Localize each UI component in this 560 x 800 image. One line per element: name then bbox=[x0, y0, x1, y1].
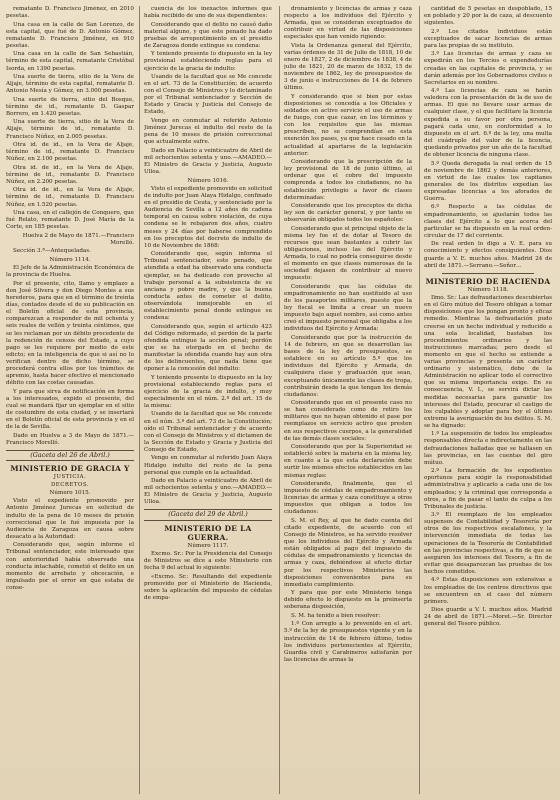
paragraph: Otra id. de id., en la Vera de Aljaje, término de id., rematante D. Francisco Núñez, en 2.200 pesetas. bbox=[6, 164, 134, 185]
paragraph: 4.º Estas disposiciones son extensivas a los empleados de los centros directivos que se encuentren en el caso del número primero. bbox=[424, 577, 552, 605]
paragraph: Visto el expediente promovido por Antonio Jiménez Jurecas en solicitud de indulto de la pena de 10 meses de prisión correccional que le fué impuesta por la Audiencia de Zaragoza en causa sobre desacato a la Autoridad: bbox=[6, 498, 134, 540]
paragraph: Y teniendo presente lo dispuesto en la ley provisional estableciendo reglas para el ejercicio de la gracia de indulto: bbox=[144, 51, 272, 72]
paragraph: Una casa en la calle de San Lorenzo, de esta capital, que fué de D. Antonio Gómez, rematante D. Francisco Jiménez, en 910 pesetas. bbox=[6, 21, 134, 49]
paragraph: Vengo en conmutar al referido Juan Alaya Hidalgo indulto del resto de la pena personal que cumple en la actualidad. bbox=[144, 455, 272, 476]
paragraph: dronamiento y licencias de armas y caza respecto a los individuos del Ejército y Armada, que se consideran exceptuados de contribuir en virtud de las disposiciones especiales que han venido rigiendo: bbox=[284, 6, 412, 41]
column-rule bbox=[419, 6, 420, 794]
section-subheading: JUSTICIA. bbox=[53, 473, 87, 480]
paragraph: Considerando que en el presente caso no se han considerado como de retiro los militares que no hayan obtenido el pase por reemplazos en servicio activo que presten en sus respectivos cuerpos, a la generalidad de las demás clases sociales: bbox=[284, 400, 412, 442]
paragraph: Considerando que los preceptos de dicha ley son de carácter general, y por tanto se observarán obligados todos los españoles: bbox=[284, 203, 412, 224]
paragraph: rematante D. Francisco Jiménez, en 2010 pesetas. bbox=[6, 6, 134, 20]
paragraph: Otra id. de id., en la Vera de Aljaje, término de id., rematante D. Francisco Núñez, en 1.520 pesetas. bbox=[6, 187, 134, 208]
paragraph: 6.º Respecto a las cédulas de empadronamiento, se ajustarán todos las clases del Ejército a lo que acerca del particular se ha dispuesto en la real orden-circular de 17 del corriente. bbox=[424, 204, 552, 239]
section-number: Número 1118. bbox=[467, 286, 509, 293]
paragraph: Y para que sirva de notificación en forma a los interesados, expido el presente, del cual se mandará fijar un ejemplar en el sitio de costumbre de esta ciudad, y se insertará en el Boletín oficial de esta provincia y en el de la de Sevilla. bbox=[6, 388, 134, 431]
column-4 bbox=[424, 6, 552, 796]
signature-line: Huelva 2 de Mayo de 1871.—Francisco Morelló. bbox=[22, 232, 134, 246]
paragraph: 1.º La suspensión de todos los empleados responsables directa e indirectamente en las defraudaciones halladas que se hallasen en las provincias, en las cuentas del giro mútuo. bbox=[424, 431, 552, 466]
paragraph: Una suerte de tierra, sitio de la Vera de Aljaje, término de id., rematante D. Francisco Núñez, en 2.005 pesetas. bbox=[6, 119, 134, 140]
paragraph: Ilmo. Sr.: Las defraudaciones descubiertas en el Giro mútuo del Tesoro obligan a tomar disposiciones que los pongan pronto y eficaz remedio. Mientras la defraudación pudo creerse en un hecho individual y reducido a una sola localidad, bastaban los procedimientos ordinarios y las instrucciones marcadas; pero desde el momento en que el hecho se extiende a varias provincias y presenta un carácter ordinario y sistemático, debe de la Administración no aplicar todo el correctivo que su misma importancia exige. En su consecuencia, V. I., se servirá dictar las medidas necesarias para garantir los intereses del Estado, procurar el castigo de los culpables y adoptar para hoy el último extremo la averiguación de los delitos. S. M. se ha dignado: bbox=[424, 295, 552, 429]
paragraph: 2.º Los citados individuos están exceptuados de sacar licencias de armas para las propias de su instituto. bbox=[424, 28, 552, 49]
paragraph: Considerando que, según el artículo 423 del Código reformado, el perdón de la parte ofendida extingue la acción penal; perdón que se ha otorgado en el hecho de manifestar la ofendida cuando hay aun otra de los delincuentes, que nada tiene que oponer a la concesión del indulto: bbox=[144, 323, 272, 373]
paragraph: Una suerte de tierra, sitio del Bosque, término de id., rematante D. Gaspar Borrero, en 1.420 pesetas. bbox=[6, 96, 134, 117]
paragraph: Considerando, finalmente, que el impuesto de cédulas de empadronamiento y licencias de armas y caza constituye a otros impuestos que obligan a todos los ciudadanos: bbox=[284, 481, 412, 516]
separator bbox=[442, 273, 534, 274]
paragraph: Visto el expediente promovido en solicitud de indulto por Juan Alaya Hidalgo, confinado en el presidio de Ceuta, y sentenciado por la Audiencia de Sevilla a 12 años de cadena temporal en causa sobre violación, de cuya condena se le rebajaron dos años, cuatro meses y 24 días por haberse comprendido en los preceptos del decreto de indulto de 10 de Noviembre de 1868: bbox=[144, 185, 272, 249]
paragraph: Considerando que por la instrucción de 14 de febrero, en que se desarrollan las bases de la ley de presupuestos, se establece en su artículo 5.º que los individuos del Ejército y Armada, de cualquiera clase y graduación que sean, exceptuando únicamente las clases de tropa, contribuirán desde la que tengan los demás ciudadanos: bbox=[284, 334, 412, 398]
paragraph: Usando de la facultad que se Me concede en el núm. 3.º del art. 73 de la Constitución; oído el Tribunal sentenciador y de acuerdo con el Consejo de Ministros y el dictamen de la Sección de Estado y Gracia y Justicia del Consejo de Estado, bbox=[144, 411, 272, 453]
paragraph: 2.º La formación de los expedientes oportunos para exigir la responsabilidad administrativa y aplicarlo a cada uno de los empleados; y la criminal que corresponda a otros, a fin de pasar el tanto de culpa a los Tribunales de justicia. bbox=[424, 468, 552, 510]
section-number: Número 1114. bbox=[49, 256, 91, 263]
section-number: Número 1015. bbox=[49, 489, 91, 496]
paragraph: cuencia de los inexactos informes que había recibido de uno de sus dependientes: bbox=[144, 6, 272, 20]
paragraph: Considerando que el delito no causó daño material alguno, y que este penado ha dado pruebas de arrepentimiento en el presidio de Zaragoza donde extingue su condena: bbox=[144, 21, 272, 49]
paragraph: Y teniendo presente lo dispuesto en la ley provisional estableciendo reglas para el ejercicio de la gracia de indulto, y muy especialmente en el núm. 2.º del art. 15 de la misma: bbox=[144, 374, 272, 409]
paragraph: 1.º Con arreglo a lo prevenido en el art. 5.º de la ley de presupuestos vigente y en la instrucción de 14 de febrero último, todos los individuos pertenecientes al Ejército, Guardia civil y Carabineros satisfarán por las licencias de armas la bbox=[284, 621, 412, 663]
column-rule bbox=[279, 6, 280, 794]
paragraph: Dado en Palacio a veinticuatro de Abril de mil ochocientos setenta y uno.—AMADEO.—El Ministro de Gracia y Justicia, Augusto Ulloa. bbox=[144, 478, 272, 506]
paragraph: Dios guarde a V. I. muchos años. Madrid 24 de abril de 1871.—Moret.—Sr. Director general del Tesoro público. bbox=[424, 607, 552, 628]
paragraph: Sección 3.ª—Antequeladas. bbox=[13, 248, 91, 255]
paragraph: 3.º El reemplazo de los empleados suspensos de Contabilidad y Tesorería por otros de los respectivos escalafones, y la intervención inmediata de todas las operaciones de la Tesorería de Contabilidad en las provincias respectivas, a fin de que se aseguren los intereses del Tesoro, a fin de evitar que desaparezcan las pruebas de los hechos cometidos. bbox=[424, 512, 552, 575]
section-number: Número 1016. bbox=[187, 177, 229, 184]
paragraph: Considerando que por la Superioridad se estableció sobre la materia en la misma ley, en cuanto a la que esta declaración debe surtir los mismos efectos establecidos en las mismas reglas: bbox=[284, 444, 412, 479]
paragraph: 5.º Queda derogada la real orden de 15 de noviembre de 1862 y demás anteriores, en virtud de las cuales los capitanes generales de los distritos expedían las expresadas licencias a los aforados de Guerra. bbox=[424, 160, 552, 202]
paragraph: Excmo. Sr.: Por la Presidencia del Consejo de Ministros se dice a este Ministerio con fecha 9 del actual lo siguiente: bbox=[144, 551, 272, 572]
paragraph: Una casa en la calle de San Sebastián, término de esta capital, rematante Cristóbal Isorda, en 1390 pesetas. bbox=[6, 51, 134, 72]
paragraph: Y considerando que si bien por estas disposiciones se concedía a los Oficiales y soldados en activo servicio el uso de armas de fuego, con que cazar, en los términos y con los requisitos que las mismas prescriben, no se comprendían en esta exención los pases, ya que hace cesado en la actualidad al apartarse de la legislación anterior: bbox=[284, 93, 412, 157]
paragraph: Una casa, en el callejón de Conquero, que fué Relato, rematante D. José María de la Corte, en 185 pesetas. bbox=[6, 210, 134, 231]
paragraph: Vengo en conmutar al referido Antonio Jiménez Jurecas el indulto del resto de la pena de 10 meses de prisión correccional que actualmente sufre. bbox=[144, 117, 272, 146]
paragraph: Vista la Ordenanza general del Ejército, varias órdenes de 31 de Julio de 1818, 10 de enero de 1827, 2 de diciembre de 1838, 4 de julio de 1821, 20 de marzo de 1832, 15 de noviembre de 1862, ley de presupuestos de 3 de junio e instrucciones de 14 de febrero último. bbox=[284, 42, 412, 92]
gazette-reference: (Gaceta del 29 de Abril.) bbox=[144, 509, 272, 520]
paragraph: De real orden lo digo a V. E. para su conocimiento y efectos consiguientes. Dios guarde a V. E. muchos años. Madrid 24 de abril de 1871.—Serrano.—Señor… bbox=[424, 241, 552, 269]
section-heading: MINISTERIO DE GRACIA Y bbox=[10, 463, 130, 473]
paragraph: Considerando que, según informe el Tribunal sentenciador, este interesado que con anterioridad había observado una conducta intachable, cometió el delito en un momento de arrebato y obcecación, e impulsado por el error en que estaba de conse- bbox=[6, 542, 134, 591]
column-rule bbox=[139, 6, 140, 794]
paragraph: Otra id. de id., en la Vera de Aljaje, término de id., rematante D. Francisco Núñez, en 2.100 pesetas. bbox=[6, 142, 134, 163]
column-3 bbox=[284, 6, 412, 796]
paragraph: Dado en Palacio a veinticuatro de Abril de mil ochocientos setenta y uno.—AMADEO.—El Ministro de Gracia y Justicia, Augusto Ulloa. bbox=[144, 147, 272, 176]
paragraph: cantidad de 5 pesetas en despoblado, 15 en poblado y 20 por la de caza, al descuento siguientes. bbox=[424, 6, 552, 27]
paragraph: El Jefe de la Administración Económica de la provincia de Huelva. bbox=[6, 265, 134, 279]
gazette-reference: (Gaceta del 26 de Abril.) bbox=[6, 450, 134, 461]
section-heading: MINISTERIO DE HACIENDA bbox=[425, 276, 551, 286]
paragraph: Considerando que el principal objeto de la misma ley fue el de dotar al Tesoro de recursos que sean bastantes a cubrir las obligaciones, incluso las del Ejército y Armada, lo cual no podría conseguirse desde el momento en que clases numerosas de la sociedad dejasen de contribuir al nuevo impuesto: bbox=[284, 225, 412, 282]
section-subheading: DECRETOS. bbox=[50, 481, 90, 488]
paragraph: Considerando que, según informa el Tribunal sentenciador, este penado, que atendida a edad ha observado una conducta ejemplar, se ha dedicado con provecho al trabajo personal a la subsistencia de su anciana y pobre madre, y que la buena conducta antes de cometer el delito, observándola inmejorable en el establecimiento penal donde extingue su condena: bbox=[144, 251, 272, 322]
paragraph: 4.º Las licencias de caza se harán valedera con la presentación de la de uso de armas. El que no llevare usar armas de cualquier clase, y el que facilitare la licencia expedida a su favor por otra persona, pagará cada uno, en conformidad a lo dispuesto en el art. 6.º de la ley, una multa del cuádruplo del valor de la licencia, quedando privados por un año de la facultad de obtener licencia de ninguna clase. bbox=[424, 88, 552, 159]
paragraph: Considerando que la prescripción de la ley provisional de 18 de junio último, al ordenar que el cobro del impuesto comprenda a todos los ciudadanos, no ha establecido privilegio a favor de clases determinadas: bbox=[284, 159, 412, 201]
paragraph: Y para que por este Ministerio tenga debido efecto lo dispuesto en la preinserta soberana disposición, bbox=[284, 590, 412, 611]
paragraph: S. M. el Rey, al que he dado cuenta del citado expediente, de acuerdo con el Consejo de Ministros, se ha servido resolver que los individuos del Ejército y Armada están obligados al pago del impuesto de cédulas de empadronamiento y licencias de armas y caza, debiéndose al efecto dictar por los respectivos Ministerios las disposiciones convenientes para su inmediato cumplimiento. bbox=[284, 517, 412, 588]
column-1 bbox=[6, 6, 134, 796]
paragraph: Usando de la facultad que se Me concede en el art. 73 de la Constitución; de acuerdo con el Consejo de Ministros y lo dictaminado por el Tribunal sentenciador y Sección de Estado y Gracia y Justicia del Consejo de Estado, bbox=[144, 74, 272, 116]
section-number: Número 1117. bbox=[187, 542, 229, 549]
paragraph: Una suerte de tierra, sitio de la Vera de Aljaje, término de esta capital, rematante D. Antonio Mesía y Gómez, en 3.000 pesetas. bbox=[6, 74, 134, 95]
paragraph: Por el presente, cito, llamo y emplazo a don José Silvera y don Diego Montes a sus herederos, para que en el término de treinta días, contados desde el de su publicación en el Boletín oficial de esta provincia, comparezcan a responder de mil ochenta y seis reales de vellón y treinta céntimos, que se les reclaman por un débito procedente de la redención de censos del Estado, a cuyo pago se les requiere por medio de este edicto; en la inteligencia de que si así no lo verifican dentro de dicho término, se procederá contra ellos por los trámites de apremio, hasta hacer efectivo el mencionado débito con las costas causadas. bbox=[6, 280, 134, 387]
paragraph: 3.º Las licencias de armas y caza se expedirán en los Tercios o expendedurías creadas en las capitales de provincia, y se darán además por los Gobernadores civiles o Secretarios en su nombre. bbox=[424, 51, 552, 86]
paragraph: Dado en Huelva a 3 de Mayo de 1871.—Francisco Morelló. bbox=[6, 432, 134, 446]
paragraph: «Excmo. Sr.: Resultando del expediente promovido por el Ministerio de Hacienda, sobre la aplicación del impuesto de cédulas de empa- bbox=[144, 573, 272, 601]
section-heading: MINISTERIO DE LA GUERRA. bbox=[164, 523, 252, 542]
paragraph: Considerando que las cédulas de empadronamiento no han sustituido al uso de los pasaportes militares, puesto que la ley fiscal se limita a crear un nuevo impuesto bajo aquel nombre, así como antes creó el impuesto personal que obligaba a los individuos del Ejército y Armada: bbox=[284, 283, 412, 333]
column-2 bbox=[144, 6, 272, 796]
paragraph: S. M. ha tenido a bien resolver: bbox=[291, 612, 381, 619]
